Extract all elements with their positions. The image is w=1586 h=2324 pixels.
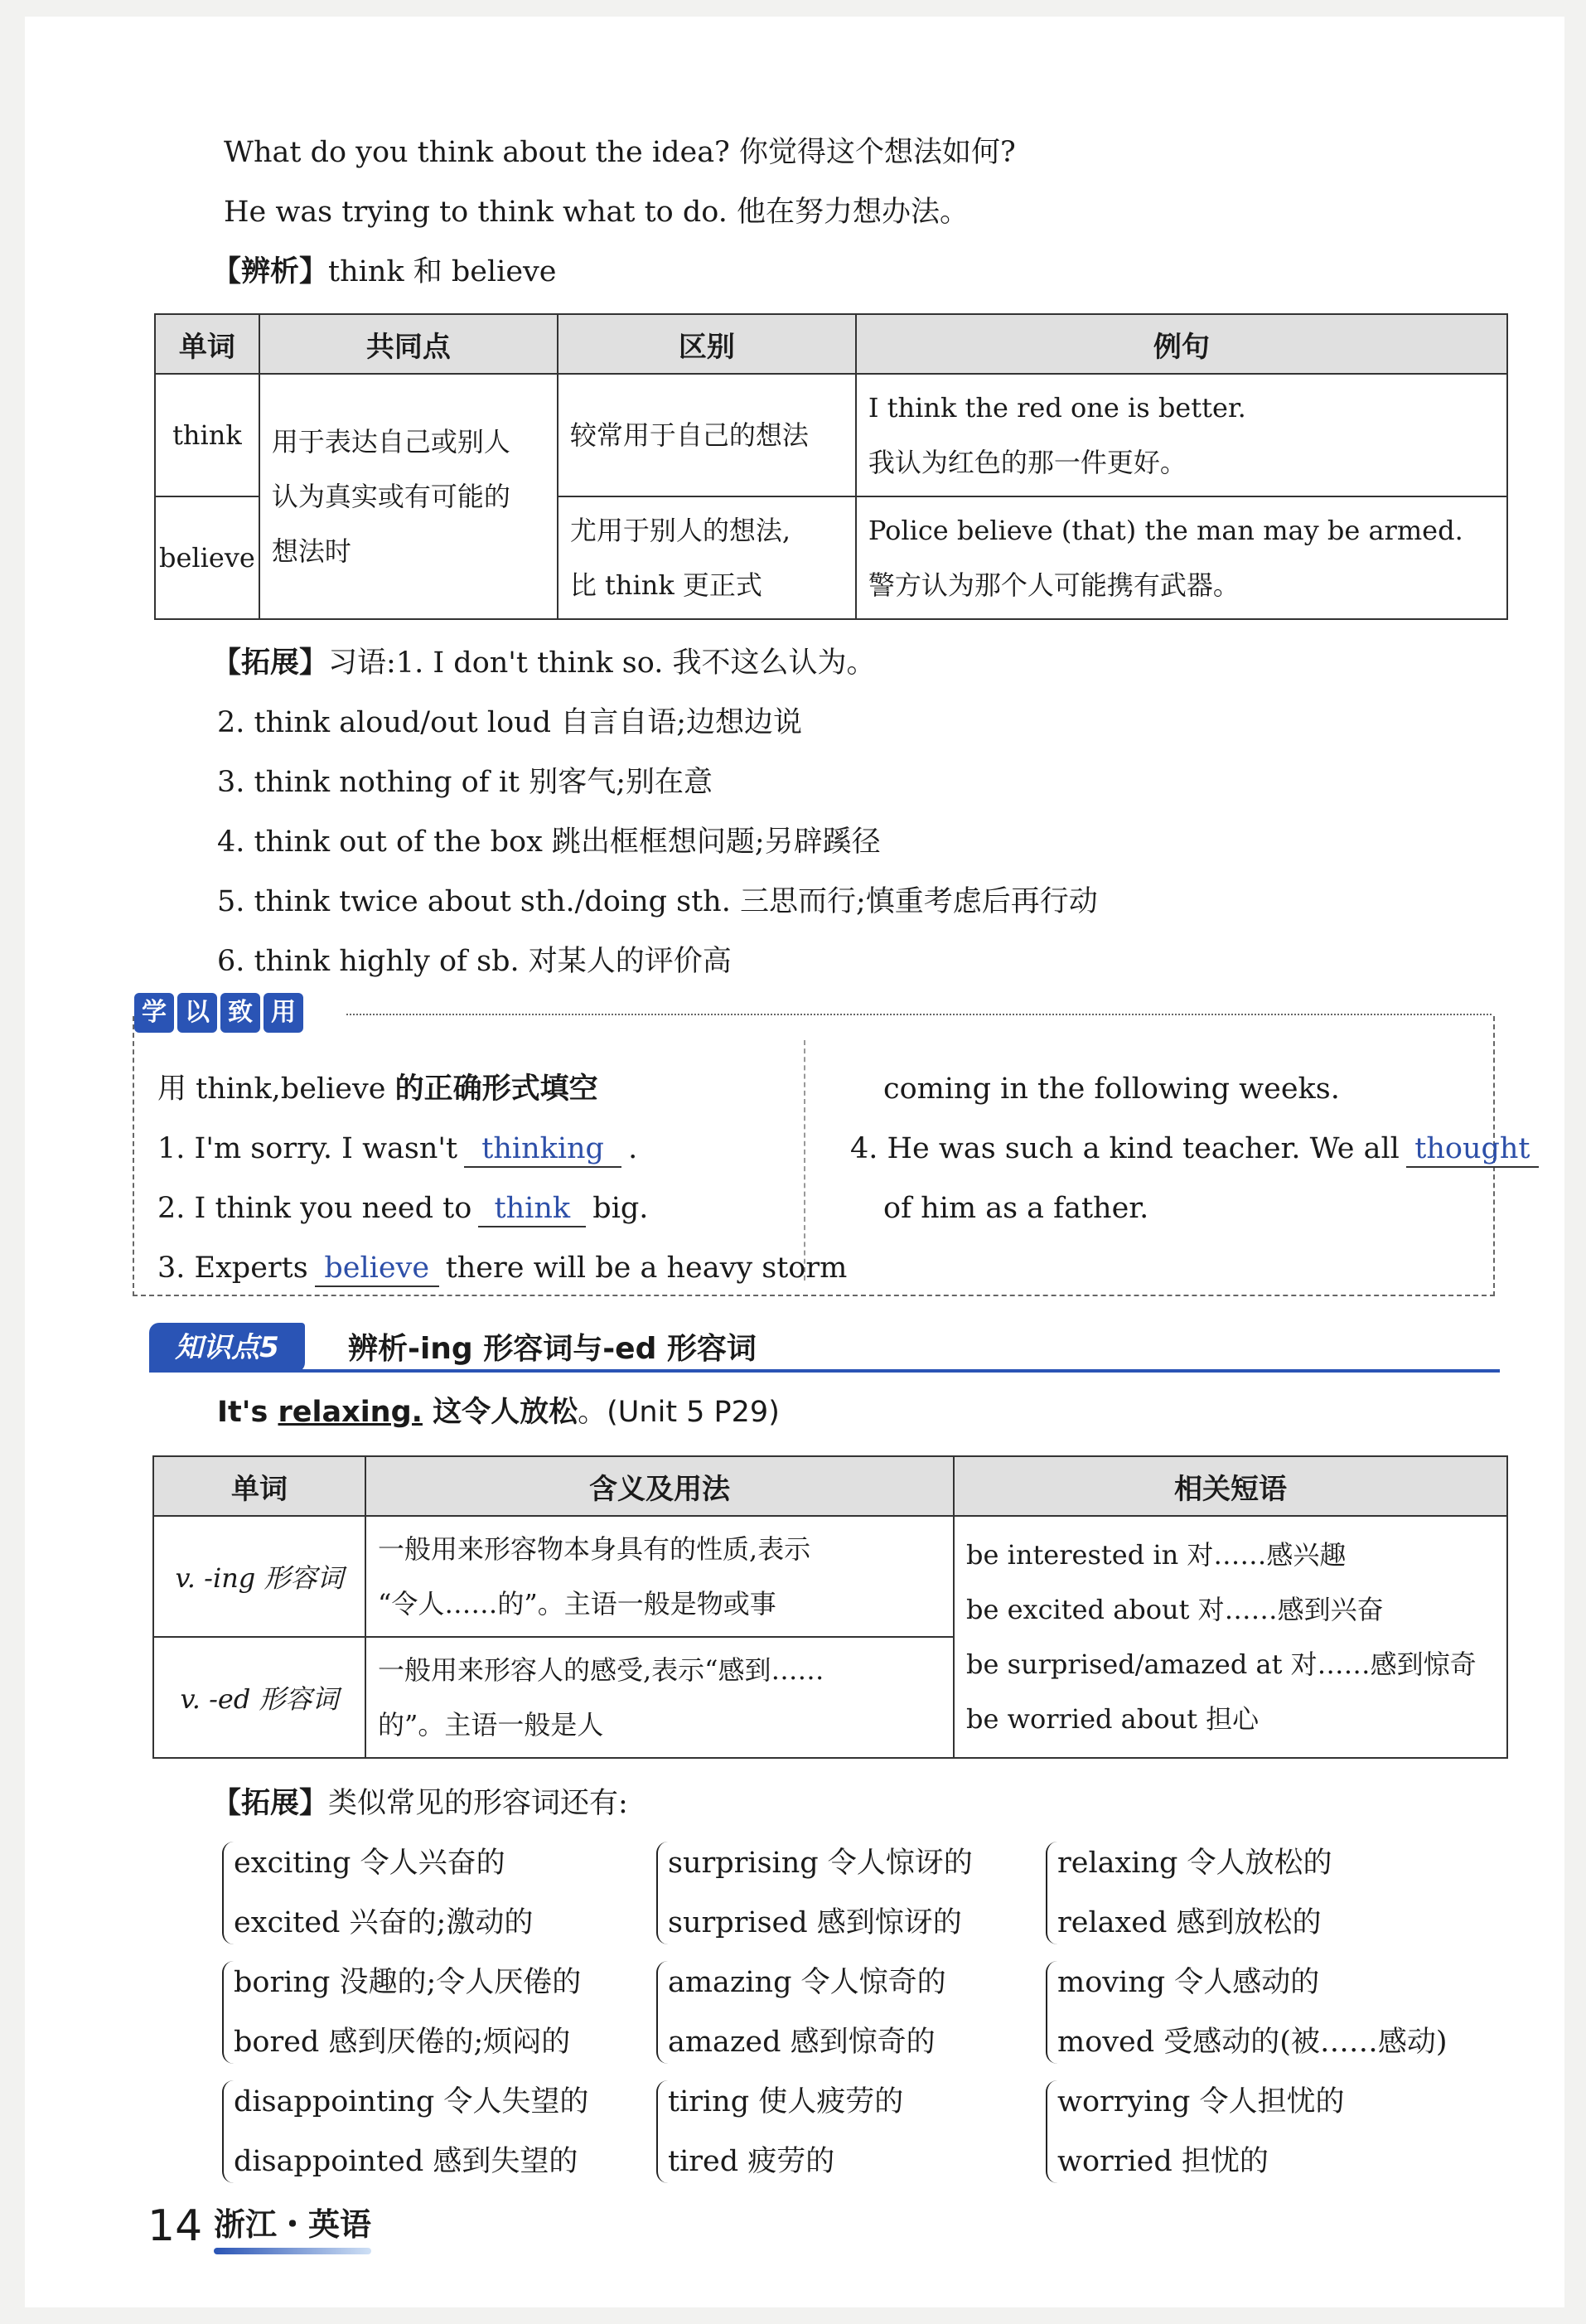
- diff-line-1: 尤用于别人的想法,: [569, 515, 791, 546]
- adjective-heading: [212, 1784, 628, 1823]
- knowledge-underline: [149, 1369, 1500, 1373]
- knowledge-badge: 知识点5: [149, 1323, 305, 1373]
- adjective-pair: [668, 1833, 973, 1953]
- question-text: 3. Experts: [157, 1252, 308, 1285]
- badge-char: 用: [264, 993, 303, 1033]
- badge-char: 致: [220, 993, 260, 1033]
- usage-cell: [365, 1516, 954, 1637]
- phrase-item: be interested in 对……感兴趣: [966, 1539, 1347, 1571]
- example-cell: [856, 496, 1507, 619]
- adjective-pair: [1057, 1833, 1332, 1953]
- book-title: 浙江・英语: [214, 2206, 372, 2243]
- example-source: 。(Unit 5 P29): [578, 1396, 780, 1429]
- adjective-pair: [234, 1833, 533, 1953]
- table1-header-diff: 区别: [558, 314, 856, 374]
- diff-line-1: 较常用于自己的想法: [569, 419, 809, 451]
- adjective-ing: disappointing 令人失望的: [234, 2085, 589, 2118]
- table2-header-phrases: 相关短语: [954, 1456, 1507, 1516]
- analysis-text: think 和 believe: [328, 255, 557, 288]
- dotted-divider: [346, 1014, 1492, 1015]
- brace: [1046, 2080, 1059, 2183]
- question-2: [157, 1189, 648, 1228]
- answer-blank[interactable]: thinking: [464, 1131, 621, 1168]
- question-1: [157, 1129, 637, 1169]
- example-en: I think the red one is better.: [868, 392, 1246, 424]
- analysis-tag: 【辨析】: [212, 255, 329, 288]
- adjective-pair: [234, 1953, 581, 2072]
- adjective-ing: amazing 令人惊奇的: [668, 1966, 946, 1999]
- list-item: 6. think highly of sb. 对某人的评价高: [217, 945, 732, 978]
- adjective-ed: disappointed 感到失望的: [234, 2145, 578, 2178]
- adjective-ed: relaxed 感到放松的: [1057, 1906, 1322, 1939]
- brace: [222, 1961, 235, 2064]
- question-text: 1. I'm sorry. I wasn't: [157, 1132, 458, 1165]
- column-divider: [804, 1040, 805, 1281]
- adjective-ing: exciting 令人兴奋的: [234, 1847, 505, 1880]
- adjective-ed: excited 兴奋的;激动的: [234, 1906, 534, 1939]
- brace: [656, 1842, 670, 1944]
- example-cn: 这令人放松: [422, 1396, 578, 1429]
- example-en: Police believe (that) the man may be armed.: [868, 515, 1463, 546]
- list-item: 1. I don't think so. 我不这么认为。: [395, 646, 876, 680]
- expand-lead: 类似常见的形容词还有:: [328, 1787, 628, 1820]
- word-cell: believe: [155, 496, 259, 619]
- question-text: big.: [592, 1192, 649, 1225]
- adjective-pair: [668, 1953, 946, 2072]
- practice-instruction: [157, 1069, 598, 1109]
- page-number: 14: [147, 2201, 203, 2251]
- expand-tag: 【拓展】: [212, 646, 329, 680]
- usage-line-1: 一般用来形容人的感受,表示“感到……: [378, 1654, 824, 1686]
- expand-lead: 习语:: [328, 646, 396, 680]
- diff-cell: [558, 496, 856, 619]
- common-cell: [259, 374, 558, 619]
- table-row: [153, 1516, 1507, 1637]
- adjective-ing: worrying 令人担忧的: [1057, 2085, 1345, 2118]
- question-text: 4. He was such a kind teacher. We all: [850, 1132, 1400, 1165]
- knowledge-title: 辨析-ing 形容词与-ed 形容词: [348, 1332, 757, 1366]
- brace: [222, 2080, 235, 2183]
- phrase-item: be worried about 担心: [966, 1703, 1260, 1735]
- diff-cell: [558, 374, 856, 496]
- phrase-item: be excited about 对……感到兴奋: [966, 1594, 1384, 1625]
- table2-header-word: 单词: [153, 1456, 365, 1516]
- adjective-ed: bored 感到厌倦的;烦闷的: [234, 2026, 571, 2059]
- question-4-continued: of him as a father.: [883, 1192, 1149, 1225]
- common-line-1: 用于表达自己或别人: [271, 426, 510, 458]
- adjective-pair: [234, 2072, 588, 2191]
- phrases-cell: [954, 1516, 1507, 1758]
- adjective-pair: [1057, 1953, 1448, 2072]
- adjective-pair: [1057, 2072, 1345, 2191]
- list-item: 5. think twice about sth./doing sth. 三思而行;慎重考虑后再行动: [217, 885, 1098, 918]
- answer-blank[interactable]: believe: [315, 1251, 439, 1287]
- table2-header-usage: 含义及用法: [365, 1456, 954, 1516]
- example-sentence-1: What do you think about the idea? 你觉得这个想法如何?: [224, 136, 1016, 169]
- adjective-pair: [668, 2072, 903, 2191]
- question-3: [157, 1248, 847, 1288]
- usage-line-2: 的”。主语一般是人: [378, 1709, 604, 1741]
- question-4: [850, 1129, 1545, 1169]
- adjective-ed: amazed 感到惊奇的: [668, 2026, 936, 2059]
- footer-bar: [214, 2248, 371, 2254]
- example-sentence-2: He was trying to think what to do. 他在努力想办法。: [224, 196, 969, 229]
- knowledge-example: [217, 1392, 780, 1432]
- analysis-heading: [212, 252, 557, 292]
- adjective-table: [152, 1455, 1508, 1759]
- common-line-3: 想法时: [271, 535, 351, 567]
- adjective-ed: surprised 感到惊讶的: [668, 1906, 962, 1939]
- badge-char: 以: [177, 993, 217, 1033]
- instruction-pre: 用 think,believe: [157, 1072, 395, 1106]
- adjective-ing: moving 令人感动的: [1057, 1966, 1320, 1999]
- expand-tag: 【拓展】: [212, 1787, 329, 1820]
- brace: [222, 1842, 235, 1944]
- word-cell: think: [155, 374, 259, 496]
- phrase-item: be surprised/amazed at 对……感到惊奇: [966, 1649, 1477, 1680]
- adjective-ing: boring 没趣的;令人厌倦的: [234, 1966, 582, 1999]
- brace: [1046, 1961, 1059, 2064]
- adjective-ing: surprising 令人惊讶的: [668, 1847, 973, 1880]
- example-cn: 我认为红色的那一件更好。: [868, 447, 1187, 478]
- list-item: 2. think aloud/out loud 自言自语;边想边说: [217, 706, 802, 739]
- word-cell: v. -ed 形容词: [153, 1637, 365, 1758]
- table1-header-example: 例句: [856, 314, 1507, 374]
- badge-char: 学: [134, 993, 174, 1033]
- common-line-2: 认为真实或有可能的: [271, 481, 510, 512]
- list-item: 3. think nothing of it 别客气;别在意: [217, 766, 713, 799]
- question-text: there will be a heavy storm: [445, 1252, 848, 1285]
- brace: [656, 2080, 670, 2183]
- question-text: 2. I think you need to: [157, 1192, 472, 1225]
- example-word: relaxing.: [278, 1396, 423, 1429]
- answer-blank[interactable]: thought: [1406, 1131, 1539, 1168]
- question-3-continued: coming in the following weeks.: [883, 1072, 1340, 1106]
- word-cell: v. -ing 形容词: [153, 1516, 365, 1637]
- adjective-ed: tired 疲劳的: [668, 2145, 835, 2178]
- brace: [1046, 1842, 1059, 1944]
- example-cell: [856, 374, 1507, 496]
- instruction-bold: 的正确形式填空: [394, 1072, 598, 1106]
- adjective-ed: worried 担忧的: [1057, 2145, 1269, 2178]
- table-row: [155, 374, 1507, 496]
- adjective-ed: moved 受感动的(被……感动): [1057, 2026, 1448, 2059]
- think-believe-table: [154, 313, 1508, 620]
- list-item: 4. think out of the box 跳出框框想问题;另辟蹊径: [217, 826, 881, 859]
- usage-line-1: 一般用来形容物本身具有的性质,表示: [378, 1533, 811, 1565]
- answer-blank[interactable]: think: [478, 1191, 586, 1227]
- diff-line-2: 比 think 更正式: [569, 569, 762, 601]
- question-text: .: [628, 1132, 638, 1165]
- usage-cell: [365, 1637, 954, 1758]
- example-cn: 警方认为那个人可能携有武器。: [868, 569, 1240, 601]
- brace: [656, 1961, 670, 2064]
- usage-line-2: “令人……的”。主语一般是物或事: [378, 1588, 776, 1620]
- example-pre: It's: [217, 1396, 278, 1429]
- table1-header-common: 共同点: [259, 314, 558, 374]
- adjective-ing: relaxing 令人放松的: [1057, 1847, 1332, 1880]
- adjective-ing: tiring 使人疲劳的: [668, 2085, 904, 2118]
- idiom-heading: [212, 643, 875, 683]
- table1-header-word: 单词: [155, 314, 259, 374]
